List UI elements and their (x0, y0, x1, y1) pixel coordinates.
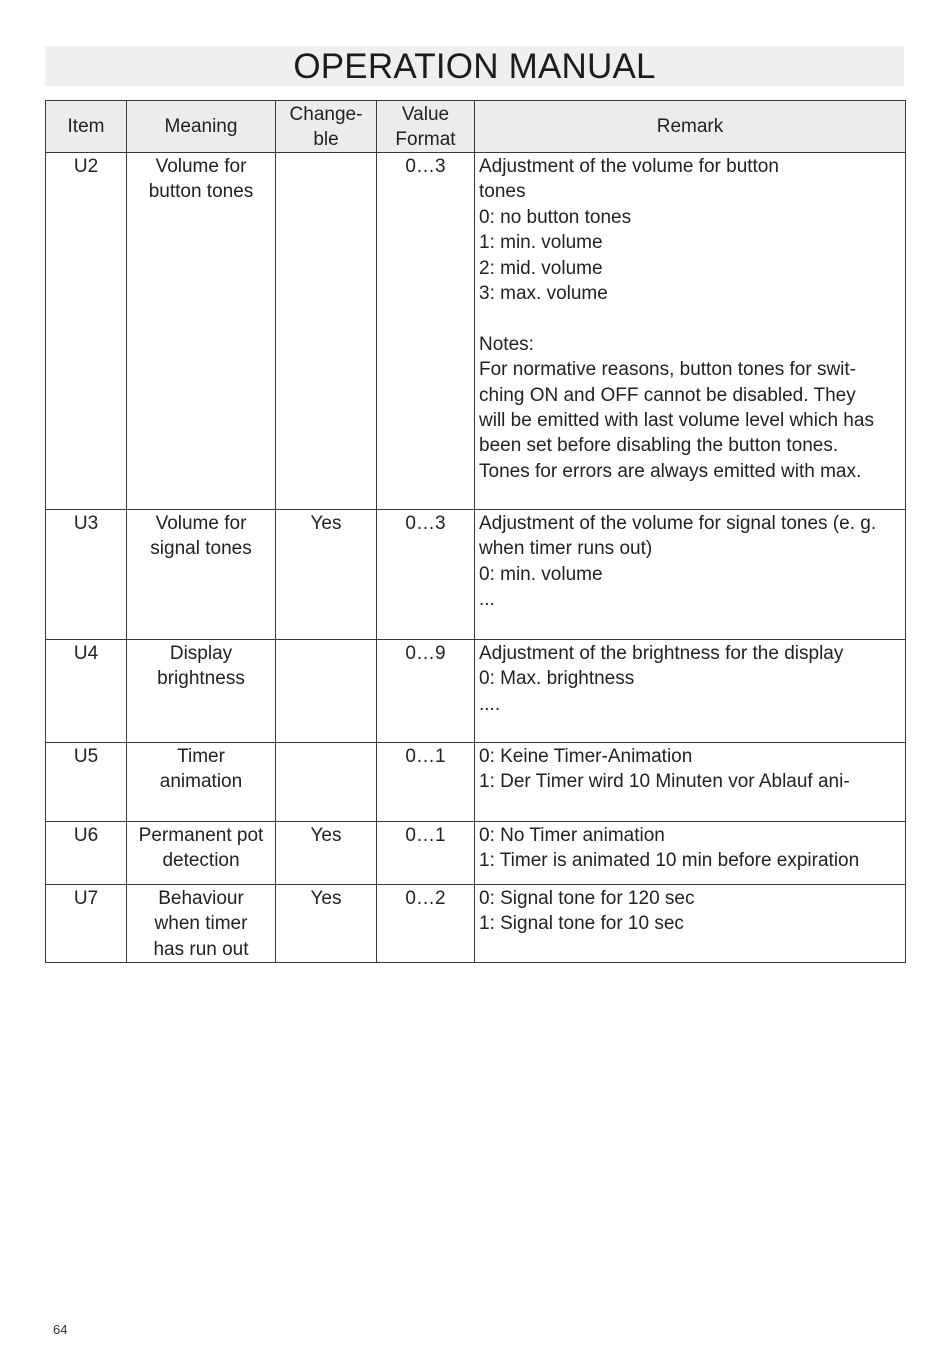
remark-line: 1: Timer is animated 10 min before expiration (479, 850, 860, 872)
cell-item: U6 (46, 822, 127, 885)
cell-changeable (276, 743, 377, 822)
cell-changeable: Yes (276, 822, 377, 885)
cell-changeable: Yes (276, 885, 377, 963)
cell-item: U5 (46, 743, 127, 822)
remark-line: Adjustment of the brightness for the display (479, 643, 844, 664)
cell-changeable (276, 153, 377, 510)
cell-value-format: 0…2 (377, 885, 475, 963)
page-title: OPERATION MANUAL (293, 47, 656, 86)
remark-line: Adjustment of the volume for button (479, 156, 779, 177)
table-row (46, 885, 906, 963)
table-row (46, 822, 906, 885)
header-remark: Remark (475, 101, 906, 153)
remark-line: 1: Signal tone for 10 sec (479, 913, 684, 935)
cell-item: U3 (46, 510, 127, 640)
cell-value-format: 0…1 (377, 743, 475, 822)
remark-line: ching ON and OFF cannot be disabled. They (479, 384, 856, 406)
cell-changeable (276, 640, 377, 743)
table-row (46, 153, 906, 510)
cell-value-format: 0…3 (377, 510, 475, 640)
remark-line: Adjustment of the volume for signal tones (e. g. (479, 513, 877, 534)
cell-value-format: 0…1 (377, 822, 475, 885)
remark-line: For normative reasons, button tones for swit- (479, 359, 856, 381)
header-item: Item (46, 101, 127, 153)
table-row (46, 640, 906, 743)
cell-item: U4 (46, 640, 127, 743)
page-number: 64 (53, 1322, 68, 1337)
remark-line: 0: no button tones (479, 206, 632, 228)
remark-line: .... (479, 693, 501, 715)
remark-line: 1: min. volume (479, 232, 603, 254)
cell-meaning: Timer animation (127, 743, 276, 822)
remark-line: 0: No Timer animation (479, 825, 665, 846)
cell-meaning: Display brightness (127, 640, 276, 743)
cell-meaning: Volume for signal tones (127, 510, 276, 640)
remark-line: Notes: (479, 333, 534, 355)
cell-remark (475, 640, 906, 743)
cell-value-format: 0…9 (377, 640, 475, 743)
remark-line: 0: min. volume (479, 563, 603, 585)
remark-line: 0: Max. brightness (479, 668, 635, 690)
cell-remark (475, 153, 906, 510)
cell-remark (475, 885, 906, 963)
cell-item: U2 (46, 153, 127, 510)
remark-line: when timer runs out) (479, 538, 653, 560)
table-row (46, 743, 906, 822)
settings-table (45, 100, 906, 963)
title-banner (45, 46, 904, 86)
cell-remark (475, 743, 906, 822)
remark-line: Tones for errors are always emitted with max. (479, 460, 862, 482)
header-meaning: Meaning (127, 101, 276, 153)
remark-line: will be emitted with last volume level which has (479, 410, 874, 432)
header-changeable: Change- ble (276, 101, 377, 153)
remark-spacer (479, 306, 903, 331)
cell-meaning: Volume for button tones (127, 153, 276, 510)
remark-line: 3: max. volume (479, 283, 608, 305)
remark-line: 1: Der Timer wird 10 Minuten vor Ablauf ani- (479, 771, 850, 793)
remark-line: 0: Signal tone for 120 sec (479, 888, 695, 909)
table-header-row (46, 101, 906, 153)
cell-remark (475, 510, 906, 640)
cell-value-format: 0…3 (377, 153, 475, 510)
table-body (46, 153, 906, 963)
remark-line: been set before disabling the button tones. (479, 435, 839, 457)
cell-item: U7 (46, 885, 127, 963)
remark-line: ... (479, 589, 495, 611)
remark-line: tones (479, 181, 526, 203)
cell-changeable: Yes (276, 510, 377, 640)
remark-line: 2: mid. volume (479, 257, 603, 279)
header-value-format: Value Format (377, 101, 475, 153)
cell-meaning: Behaviour when timer has run out (127, 885, 276, 963)
remark-line: 0: Keine Timer-Animation (479, 746, 693, 767)
table-row (46, 510, 906, 640)
cell-remark (475, 822, 906, 885)
cell-meaning: Permanent pot detection (127, 822, 276, 885)
